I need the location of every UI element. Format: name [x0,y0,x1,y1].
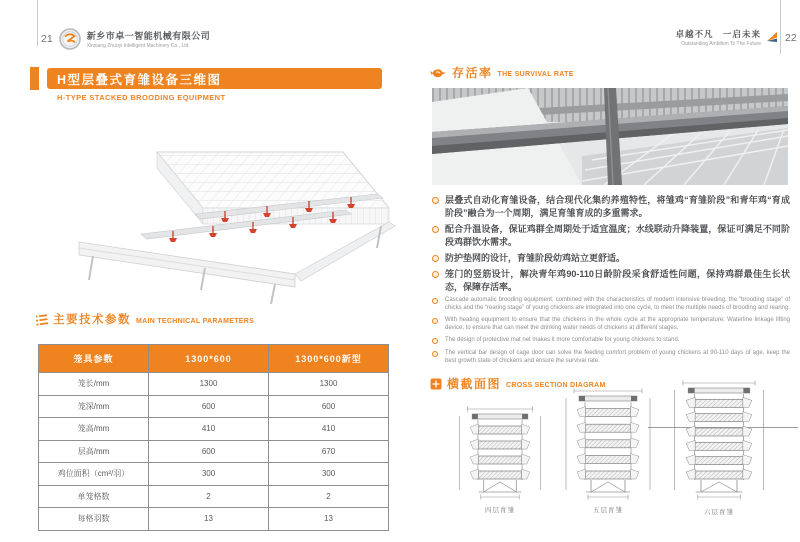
page-title-banner [47,68,382,89]
param-value-cell: 410 [269,418,389,441]
bullet-text: The design of protective mat net makes it more comfortable for young chickens to stand. [445,337,680,344]
diagram-label: 四层育雏 [485,507,515,514]
bullet-item [432,223,790,249]
params-table [38,344,389,531]
table-row [39,395,389,418]
table-header-cell: 笼具参数 [39,345,149,373]
ring-bullet-icon [432,197,439,204]
page-title-cn: H型层叠式育雏设备三维图 [57,72,222,87]
bullet-text: Cascade automatic brooding equipment, combined with the characteristics of modern intensive breeding, the “brooding stage” of chicks and the “rearing stage” of young chickens are integrated into one cycle, to meet the multiple needs of brooding and rearing. [445,297,790,311]
param-value-cell: 410 [149,418,269,441]
param-value-cell: 300 [269,463,389,486]
param-name-cell: 单笼格数 [39,485,149,508]
company-name-en: Xinxiang Zhuoyi Intelligent Machinery Co., Ltd [86,43,189,49]
slogan-block [675,28,761,47]
ring-bullet-icon [432,318,438,324]
bullet-text: 防护垫网的设计，育雏阶段幼鸡站立更舒适。 [445,253,626,263]
product-3d-figure [45,110,397,308]
params-title-cn: 主要技术参数 [53,313,131,326]
page-title-en: H-TYPE STACKED BROODING EQUIPMENT [57,93,226,102]
param-value-cell: 1300 [269,373,389,396]
page-number-right: 22 [785,32,797,44]
param-value-cell: 13 [269,508,389,531]
diagram-label: 六层育雏 [704,509,734,516]
param-value-cell: 600 [149,440,269,463]
bullets-cn [432,194,790,297]
right-page-header [560,28,778,47]
params-table-body [39,373,389,531]
bullet-text: 笼门的竖筋设计，解决青年鸡90-110日龄阶段采食舒适性问题，保持鸡群最佳生长状态，保障存活率。 [445,269,790,292]
ring-bullet-icon [432,226,439,233]
bullet-item [432,268,790,294]
bullets-en [432,297,790,370]
bullet-text: With heating equipment to ensure that the chickens in the whole cycle at the appropriate temperature; Waterline linkage lifting device, to ensure that can meet the drinking water needs of chickens at different stages. [445,317,790,331]
diagram-label: 五层育雏 [593,507,623,514]
ring-bullet-icon [432,255,439,262]
param-value-cell: 600 [269,395,389,418]
bullet-item [432,252,790,265]
company-logo-badge [59,28,81,50]
ring-bullet-icon [432,351,438,357]
table-header-row [39,345,389,373]
ring-bullet-icon [432,298,438,304]
brand-mark-icon [767,32,778,44]
company-name-block [87,29,211,49]
ring-bullet-icon [432,271,439,278]
param-value-cell: 13 [149,508,269,531]
params-title-en: MAIN TECHNICAL PARAMETERS [136,318,255,325]
cross-title-cn: 横截面图 [447,377,502,391]
survival-title-en: THE SURVIVAL RATE [497,71,574,78]
slogan-cn: 卓越不凡 一启未来 [675,29,761,39]
survival-section-heading [430,66,574,79]
bullet-text: 配合升温设备，保证鸡群全周期处于适宜温度；水线联动升降装置，保证可满足不同阶段鸡群饮水需求。 [445,224,790,247]
bullet-item [432,350,790,365]
page-edge-line-right [780,0,781,54]
survival-photo [432,88,788,185]
survival-title-cn: 存活率 [452,66,493,80]
param-name-cell: 笼长/mm [39,373,149,396]
cross-title-en: CROSS SECTION DIAGRAM [506,382,606,389]
param-value-cell: 2 [149,485,269,508]
left-page-header [41,28,210,50]
cross-section-diagram [666,378,772,500]
param-name-cell: 层高/mm [39,440,149,463]
param-value-cell: 600 [149,395,269,418]
param-value-cell: 300 [149,463,269,486]
table-row [39,508,389,531]
param-value-cell: 1300 [149,373,269,396]
company-name-cn: 新乡市卓一智能机械有限公司 [86,31,211,41]
list-icon [36,314,48,326]
table-row [39,440,389,463]
param-value-cell: 670 [269,440,389,463]
table-row [39,418,389,441]
bullet-item [432,194,790,220]
param-name-cell: 笼高/mm [39,418,149,441]
bullet-item [432,337,790,345]
table-header-cell: 1300*600新型 [269,345,389,373]
page-number-left: 21 [41,33,53,45]
ring-bullet-icon [432,338,438,344]
bullet-text: 层叠式自动化育雏设备，结合现代化集约养殖特性，将雏鸡“育雏阶段”和青年鸡“育成阶段”融合为一个周期，满足育雏育成的多重需求。 [445,195,790,218]
chick-icon [430,66,447,79]
bullet-text: The vertical bar design of cage door can solve the feeding comfort problem of young chickens at 90-110 days of age, keep the best growth state of chickens and ensure the survival rate. [445,349,790,364]
param-name-cell: 鸡位面积（cm²/羽） [39,463,149,486]
param-value-cell: 2 [269,485,389,508]
bullet-item [432,297,790,312]
title-accent-bar [30,67,39,90]
param-name-cell: 笼深/mm [39,395,149,418]
page-edge-line-left [37,0,38,46]
cross-section-diagram [452,404,548,500]
bullet-item [432,317,790,332]
table-row [39,373,389,396]
table-row [39,463,389,486]
table-row [39,485,389,508]
param-name-cell: 每格羽数 [39,508,149,531]
table-header-cell: 1300*600 [149,345,269,373]
slogan-en: Outstanding Ambition To The Future [681,41,761,47]
cross-section-diagram [558,386,658,500]
params-section-heading [36,314,254,326]
grid-icon [430,378,442,390]
